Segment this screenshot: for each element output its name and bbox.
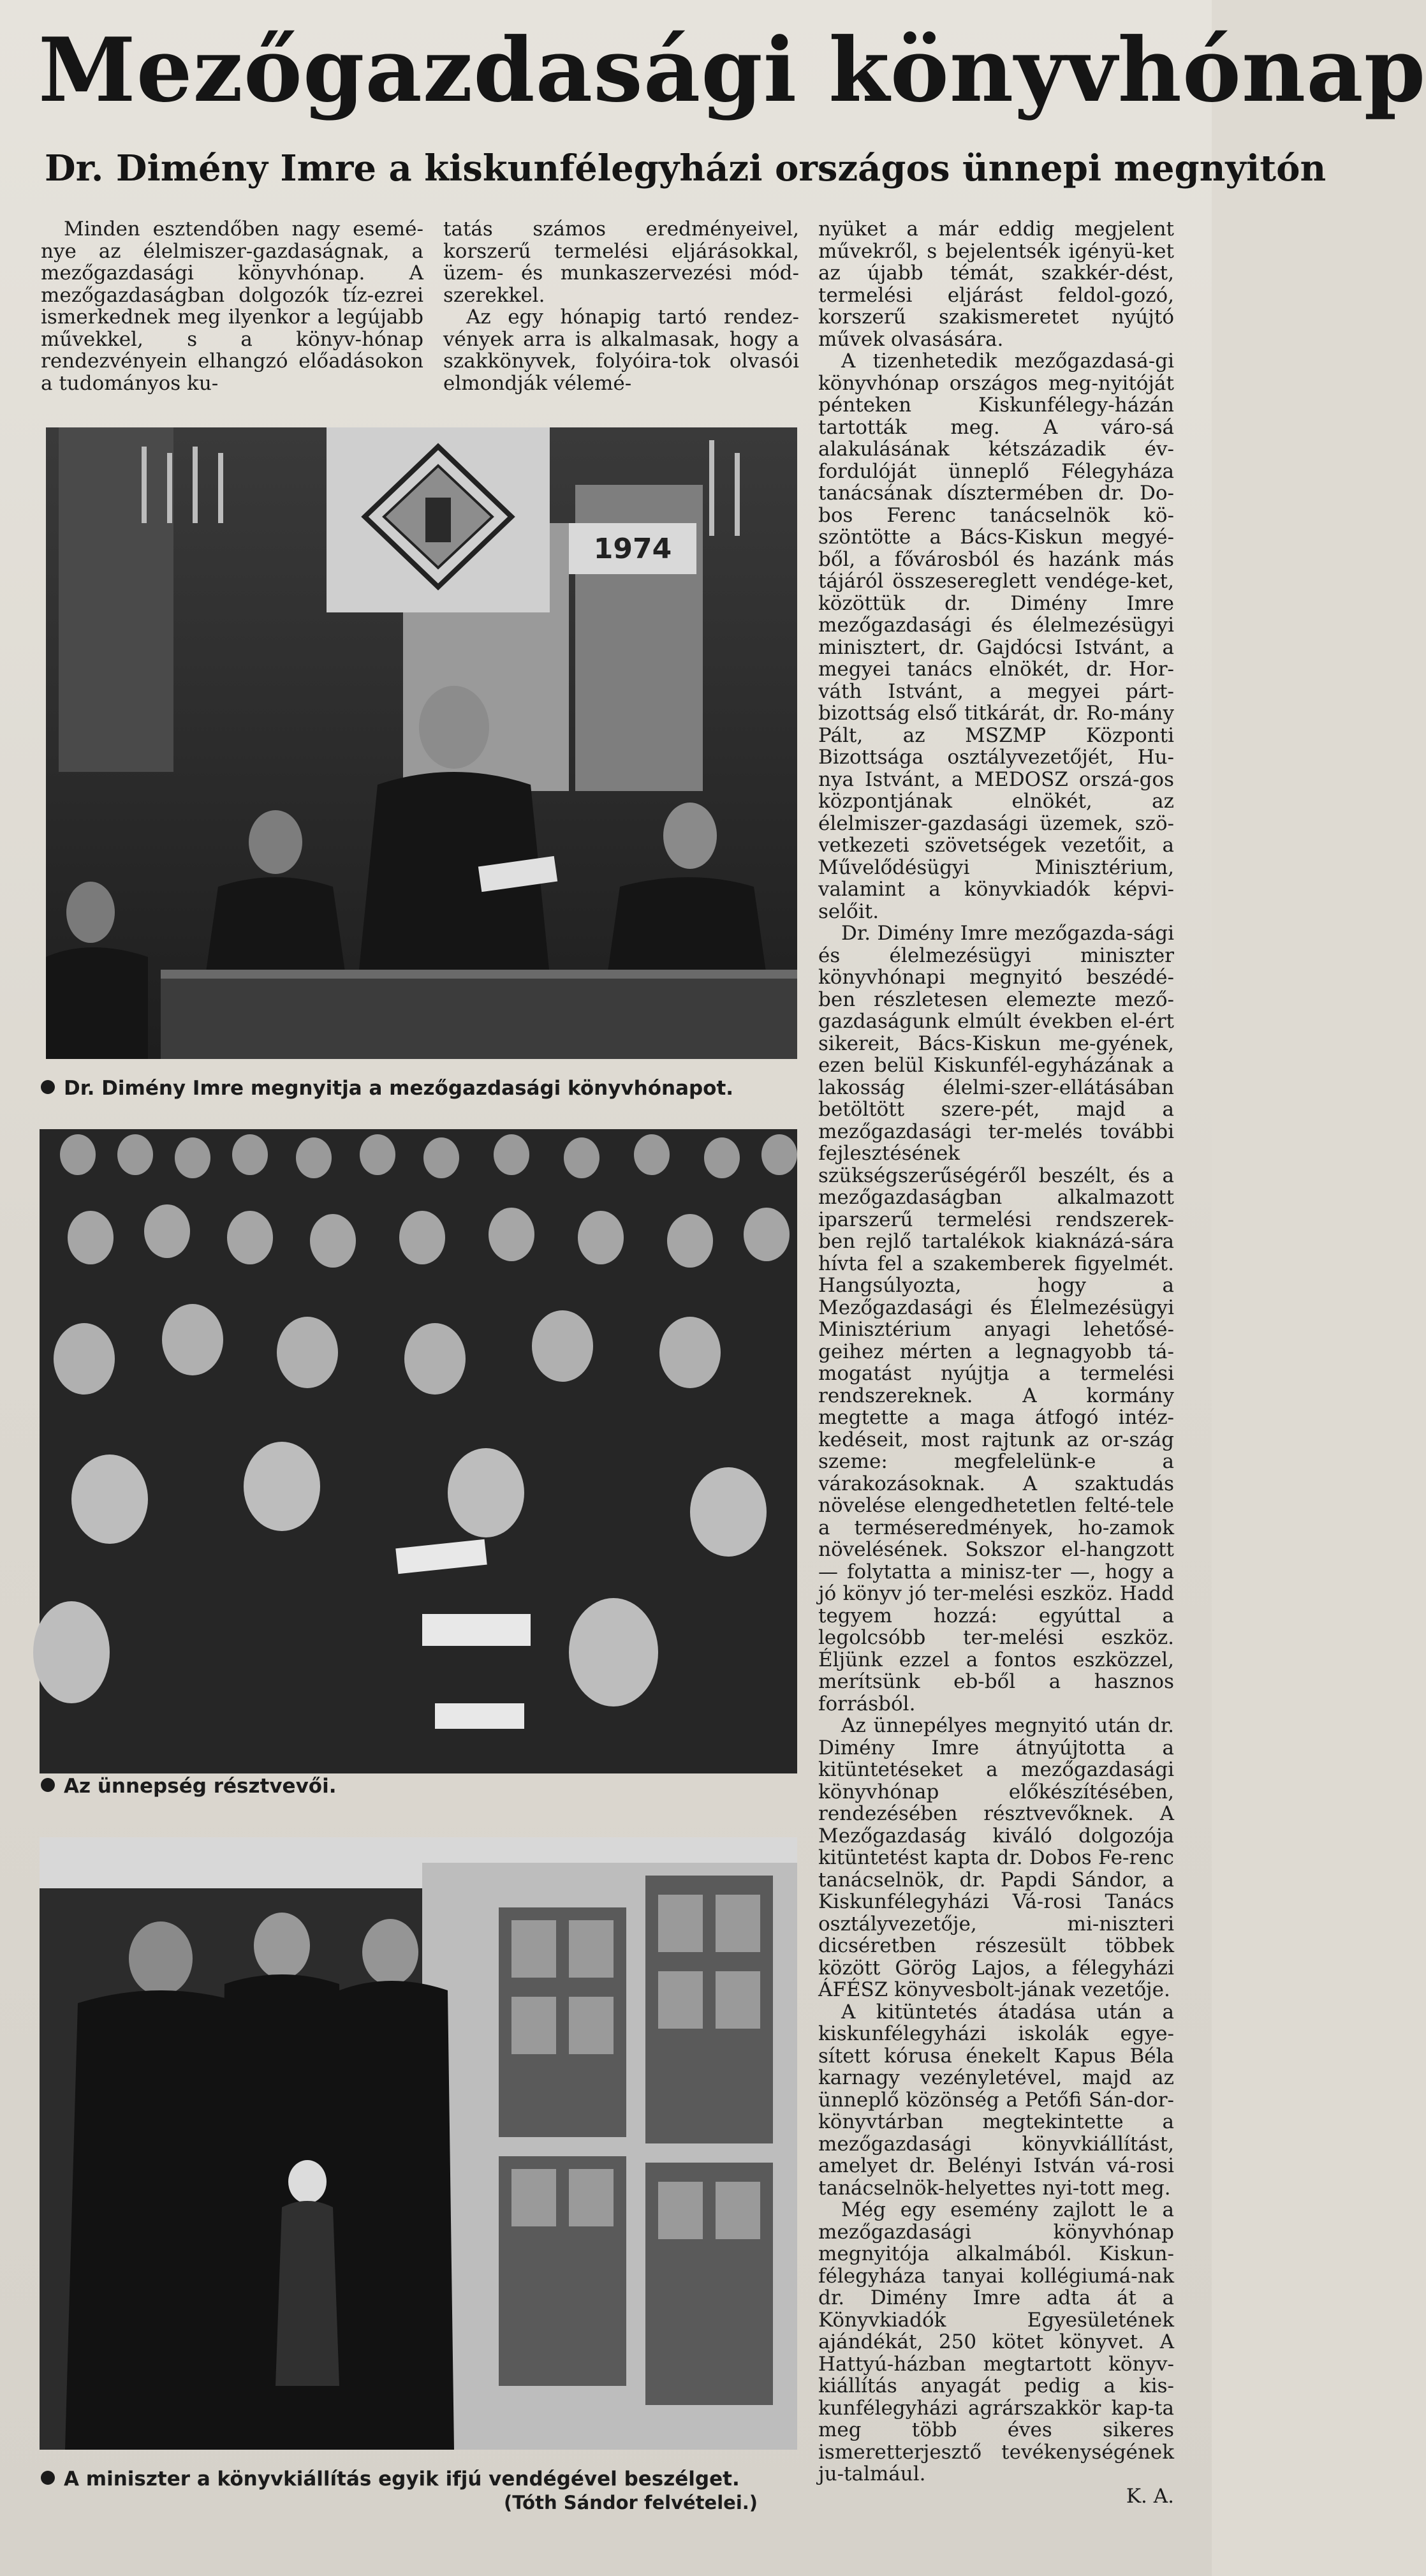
article-paragraph: Még egy esemény zajlott le a mezőgazdasági könyvhónap megnyitója alkalmából. Kiskun-félegyháza tanyai kollégiumá-nak dr. Dimény Imre adta át a Könyvkiadók Egyesületének ajándékát, 250 kötet könyvet. A Hattyú-házban megtartott könyv-kiállítás anyagát pedig a kis-kunfélegyházi agrárszakkör kap-ta meg több éves sikeres ismeretterjesztő tevékenységének ju-talmául.: [818, 2198, 1174, 2485]
article-paragraph: nyüket a már eddig megjelent művekről, s bejelentsék igényü-ket az újabb témát, szakkér-dést, termelési eljárást feldol-gozó, korszerű szakismeretet nyújtó művek olvasására.: [818, 218, 1174, 351]
photo-caption-1: [41, 1077, 733, 1100]
lead-column-a: [41, 218, 423, 394]
bullet-icon: [41, 1080, 55, 1094]
subheadline: Dr. Dimény Imre a kiskunfélegyházi országos ünnepi megnyitón: [45, 147, 1327, 189]
caption-text: A miniszter a könyvkiállítás egyik ifjú vendégével beszélget.: [64, 2468, 740, 2491]
banner-year: 1974: [593, 533, 672, 565]
photo-opening-speech: [46, 427, 797, 1059]
article-paragraph: A tizenhetedik mezőgazdasá-gi könyvhónap országos meg-nyitóját pénteken Kiskunfélegy-házán tartották meg. A váro-sá alakulásának kétszázadik év-fordulóját ünneplő Félegyháza tanácsának dísztermében dr. Do-bos Ferenc tanácselnök kö-szöntötte a Bács-Kiskun megyé-ből, a fővárosból és hazánk más tájáról összesereglett vendége-ket, közöttük dr. Dimény Imre mezőgazdasági és élelmezésügyi minisztert, dr. Gajdócsi Istvánt, a megyei tanács elnökét, dr. Hor-váth Istvánt, a megyei párt-bizottság első titkárát, dr. Ro-mány Pált, az MSZMP Központi Bizottsága osztályvezetőjét, Hu-nya Istvánt, a MEDOSZ orszá-gos központjának elnökét, az élelmiszer-gazdasági üzemek, szö-vetkezeti szövetségek vezetőit, a Művelődésügyi Minisztérium, valamint a könyvkiadók képvi-selőit.: [818, 350, 1174, 923]
author-signature: K. A.: [1126, 2484, 1174, 2508]
caption-text: Dr. Dimény Imre megnyitja a mezőgazdasági könyvhónapot.: [64, 1077, 734, 1100]
photo-caption-2: [41, 1775, 336, 1798]
article-paragraph: A kitüntetés átadása után a kiskunfélegyházi iskolák egye-sített kórusa énekelt Kapus Béla karnagy vezényletével, majd az ünneplő közönség a Petőfi Sán-dor-könyvtárban megtekintette a mezőgazdasági könyvkiállítást, amelyet dr. Belényi István vá-rosi tanácselnök-helyettes nyi-tott meg.: [818, 2000, 1174, 2200]
lead-column-b: [443, 218, 799, 394]
article-right-column: [818, 218, 1174, 2507]
article-paragraph: Dr. Dimény Imre mezőgazda-sági és élelmezésügyi miniszter könyvhónapi megnyitó beszédé-ben részletesen elemezte mező-gazdaságunk elmúlt években el-ért sikereit, Bács-Kiskun me-gyének, ezen belül Kiskunfél-egyházának a lakosság élelmi-szer-ellátásában betöltött szere-pét, majd a mezőgazdasági ter-melés további fejlesztésének szükségszerűségéről beszélt, és a mezőgazdaságban alkalmazott iparszerű termelési rendszerek-ben rejlő tartalékok kiaknázá-sára hívta fel a szakemberek figyelmét. Hangsúlyozta, hogy a Mezőgazdasági és Élelmezésügyi Minisztérium anyagi lehetősé-geihez mérten a legnagyobb tá-mogatást nyújtja a termelési rendszereknek. A kormány megtette a maga átfogó intéz-kedéseit, most rajtunk az or-szág szeme: megfelelünk-e a várakozásoknak. A szaktudás növelése elengedhetetlen felté-tele a terméseredmények, ho-zamok növelésének. Sokszor el-hangzott — folytatta a minisz-ter —, hogy a jó könyv jó ter-melési eszköz. Hadd tegyem hozzá: egyúttal a legolcsóbb ter-melési eszköz. Éljünk ezzel a fontos eszközzel, merítsünk eb-ből a hasznos forrásból.: [818, 922, 1174, 1715]
article-paragraph: Az ünnepélyes megnyitó után dr. Dimény Imre átnyújtotta a kitüntetéseket a mezőgazdasági könyvhónap előkészítésében, rendezésében résztvevőknek. A Mezőgazdaság kiváló dolgozója kitüntetést kapta dr. Dobos Fe-renc tanácselnök, dr. Papdi Sándor, a Kiskunfélegyházi Vá-rosi Tanács osztályvezetője, mi-niszteri dicséretben részesült többek között Görög Lajos, a félegyházi ÁFÉSZ könyvesbolt-jának vezetője.: [818, 1714, 1174, 2001]
caption-text: Az ünnepség résztvevői.: [64, 1775, 337, 1798]
lead-paragraph: Minden esztendőben nagy esemé-nye az élelmiszer-gazdaságnak, a mezőgazdasági könyvhónap. A mezőgazdaságban dolgozók tíz-ezrei ismerkednek meg ilyenkor a legújabb művekkel, s a könyv-hónap rendezvényein elhangzó előadásokon a tudományos ku-: [41, 218, 423, 395]
photo-book-exhibition: [40, 1837, 797, 2450]
headline: Mezőgazdasági könyvhónap: [38, 18, 1426, 122]
bullet-icon: [41, 1778, 55, 1792]
photo-credit: (Tóth Sándor felvételei.): [504, 2492, 758, 2513]
photo-caption-3: [41, 2468, 740, 2491]
lead-paragraph: Az egy hónapig tartó rendez-vények arra is alkalmasak, hogy a szakkönyvek, folyóira-tok olvasói elmondják vélemé-: [443, 306, 799, 395]
photo-audience: [40, 1129, 797, 1773]
bullet-icon: [41, 2471, 55, 2485]
lead-paragraph: tatás számos eredményeivel, korszerű termelési eljárásokkal, üzem- és munkaszervezési mód-szerekkel.: [443, 218, 799, 307]
